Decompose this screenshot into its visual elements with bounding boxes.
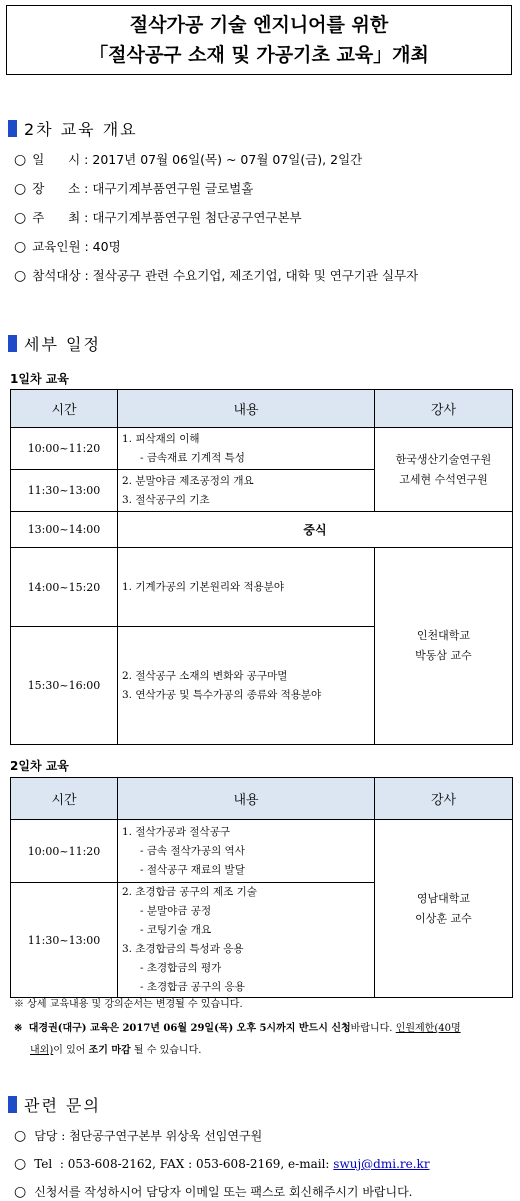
time-cell: 13:00~14:00 (11, 512, 118, 548)
time-cell: 14:00~15:20 (11, 548, 118, 627)
contact-person: ○ 담당 : 첨단공구연구본부 위상욱 선임연구원 (14, 1128, 263, 1144)
section-marker-icon (8, 120, 17, 137)
circle-bullet-icon: ○ (14, 1156, 27, 1172)
table-row (11, 548, 513, 627)
day1-table (10, 389, 513, 745)
inquiry-heading (8, 1093, 101, 1115)
circle-bullet-icon: ○ (14, 239, 27, 255)
content-cell: 2. 절삭공구 소재의 변화와 공구마멸 3. 연삭가공 및 특수가공의 종류와 적용분야 (118, 627, 375, 745)
table-row (11, 820, 513, 883)
header-time: 시간 (11, 778, 118, 820)
circle-bullet-icon: ○ (14, 268, 27, 284)
overview-heading (8, 117, 138, 139)
overview-item-date: ○ 일 시 : 2017년 07월 06일(목) ~ 07월 07일(금), 2일간 (14, 152, 363, 168)
note-change: ※ 상세 교육내용 및 강의순서는 변경될 수 있습니다. (14, 999, 243, 1010)
note-limit: 내외)이 있어 조기 마감 될 수 있습니다. (30, 1045, 202, 1056)
table-row (11, 428, 513, 470)
circle-bullet-icon: ○ (14, 181, 27, 197)
section-marker-icon (8, 1096, 17, 1113)
title-box (6, 5, 512, 75)
day2-label: 2일차 교육 (10, 759, 69, 773)
table-row (11, 512, 513, 548)
overview-item-place: ○ 장 소 : 대구기계부품연구원 글로벌홀 (14, 181, 254, 197)
header-instructor: 강사 (375, 778, 513, 820)
day1-label: 1일차 교육 (10, 372, 69, 386)
overview-item-target: ○ 참석대상 : 절삭공구 관련 수요기업, 제조기업, 대학 및 연구기관 실무자 (14, 268, 419, 284)
contact-tel: ○ Tel : 053-608-2162, FAX : 053-608-2169, e-mail: swuj@dmi.re.kr (14, 1156, 430, 1172)
circle-bullet-icon: ○ (14, 1184, 27, 1200)
contact-note: ○ 신청서를 작성하시어 담당자 이메일 또는 팩스로 회신해주시기 바랍니다. (14, 1184, 413, 1200)
circle-bullet-icon: ○ (14, 1128, 27, 1144)
header-instructor: 강사 (375, 390, 513, 428)
header-time: 시간 (11, 390, 118, 428)
content-cell: 1. 절삭가공과 절삭공구 - 금속 절삭가공의 역사 - 절삭공구 재료의 발달 (118, 820, 375, 883)
schedule-heading-text: 세부 일정 (24, 334, 101, 354)
content-cell: 1. 기계가공의 기본원리와 적용분야 (118, 548, 375, 627)
email-link[interactable]: swuj@dmi.re.kr (333, 1157, 430, 1171)
lunch-break-cell: 중식 (118, 512, 513, 548)
header-content: 내용 (118, 778, 375, 820)
time-cell: 11:30~13:00 (11, 883, 118, 998)
overview-heading-text: 2차 교육 개요 (24, 119, 138, 139)
content-cell: 2. 분말야금 제조공정의 개요 3. 절삭공구의 기초 (118, 470, 375, 512)
content-cell: 1. 피삭재의 이해 - 금속재료 기계적 특성 (118, 428, 375, 470)
inquiry-heading-text: 관련 문의 (24, 1095, 101, 1115)
schedule-heading (8, 332, 101, 354)
instructor-cell: 한국생산기술연구원 고세현 수석연구원 (375, 428, 513, 512)
content-cell: 2. 초경합금 공구의 제조 기술 - 분말야금 공정 - 코팅기술 개요 3. 초경합금의 특성과 응용 - 초경합금의 평가 - 초경합금 공구의 응용 (118, 883, 375, 998)
title-line2: 「절삭공구 소재 및 가공기초 교육」개최 (89, 44, 429, 66)
overview-item-host: ○ 주 최 : 대구기계부품연구원 첨단공구연구본부 (14, 210, 302, 226)
time-cell: 10:00~11:20 (11, 428, 118, 470)
header-content: 내용 (118, 390, 375, 428)
note-deadline: ※ 대경권(대구) 교육은 2017년 06월 29일(목) 오후 5시까지 반드시 신청바랍니다. 인원제한(40명 (14, 1023, 461, 1034)
section-marker-icon (8, 335, 17, 352)
time-cell: 11:30~13:00 (11, 470, 118, 512)
time-cell: 10:00~11:20 (11, 820, 118, 883)
circle-bullet-icon: ○ (14, 152, 27, 168)
instructor-cell: 인천대학교 박동삼 교수 (375, 548, 513, 745)
instructor-cell: 영남대학교 이상훈 교수 (375, 820, 513, 998)
day2-table (10, 777, 513, 998)
time-cell: 15:30~16:00 (11, 627, 118, 745)
circle-bullet-icon: ○ (14, 210, 27, 226)
overview-item-count: ○ 교육인원 : 40명 (14, 239, 121, 255)
title-line1: 절삭가공 기술 엔지니어를 위한 (129, 14, 389, 36)
